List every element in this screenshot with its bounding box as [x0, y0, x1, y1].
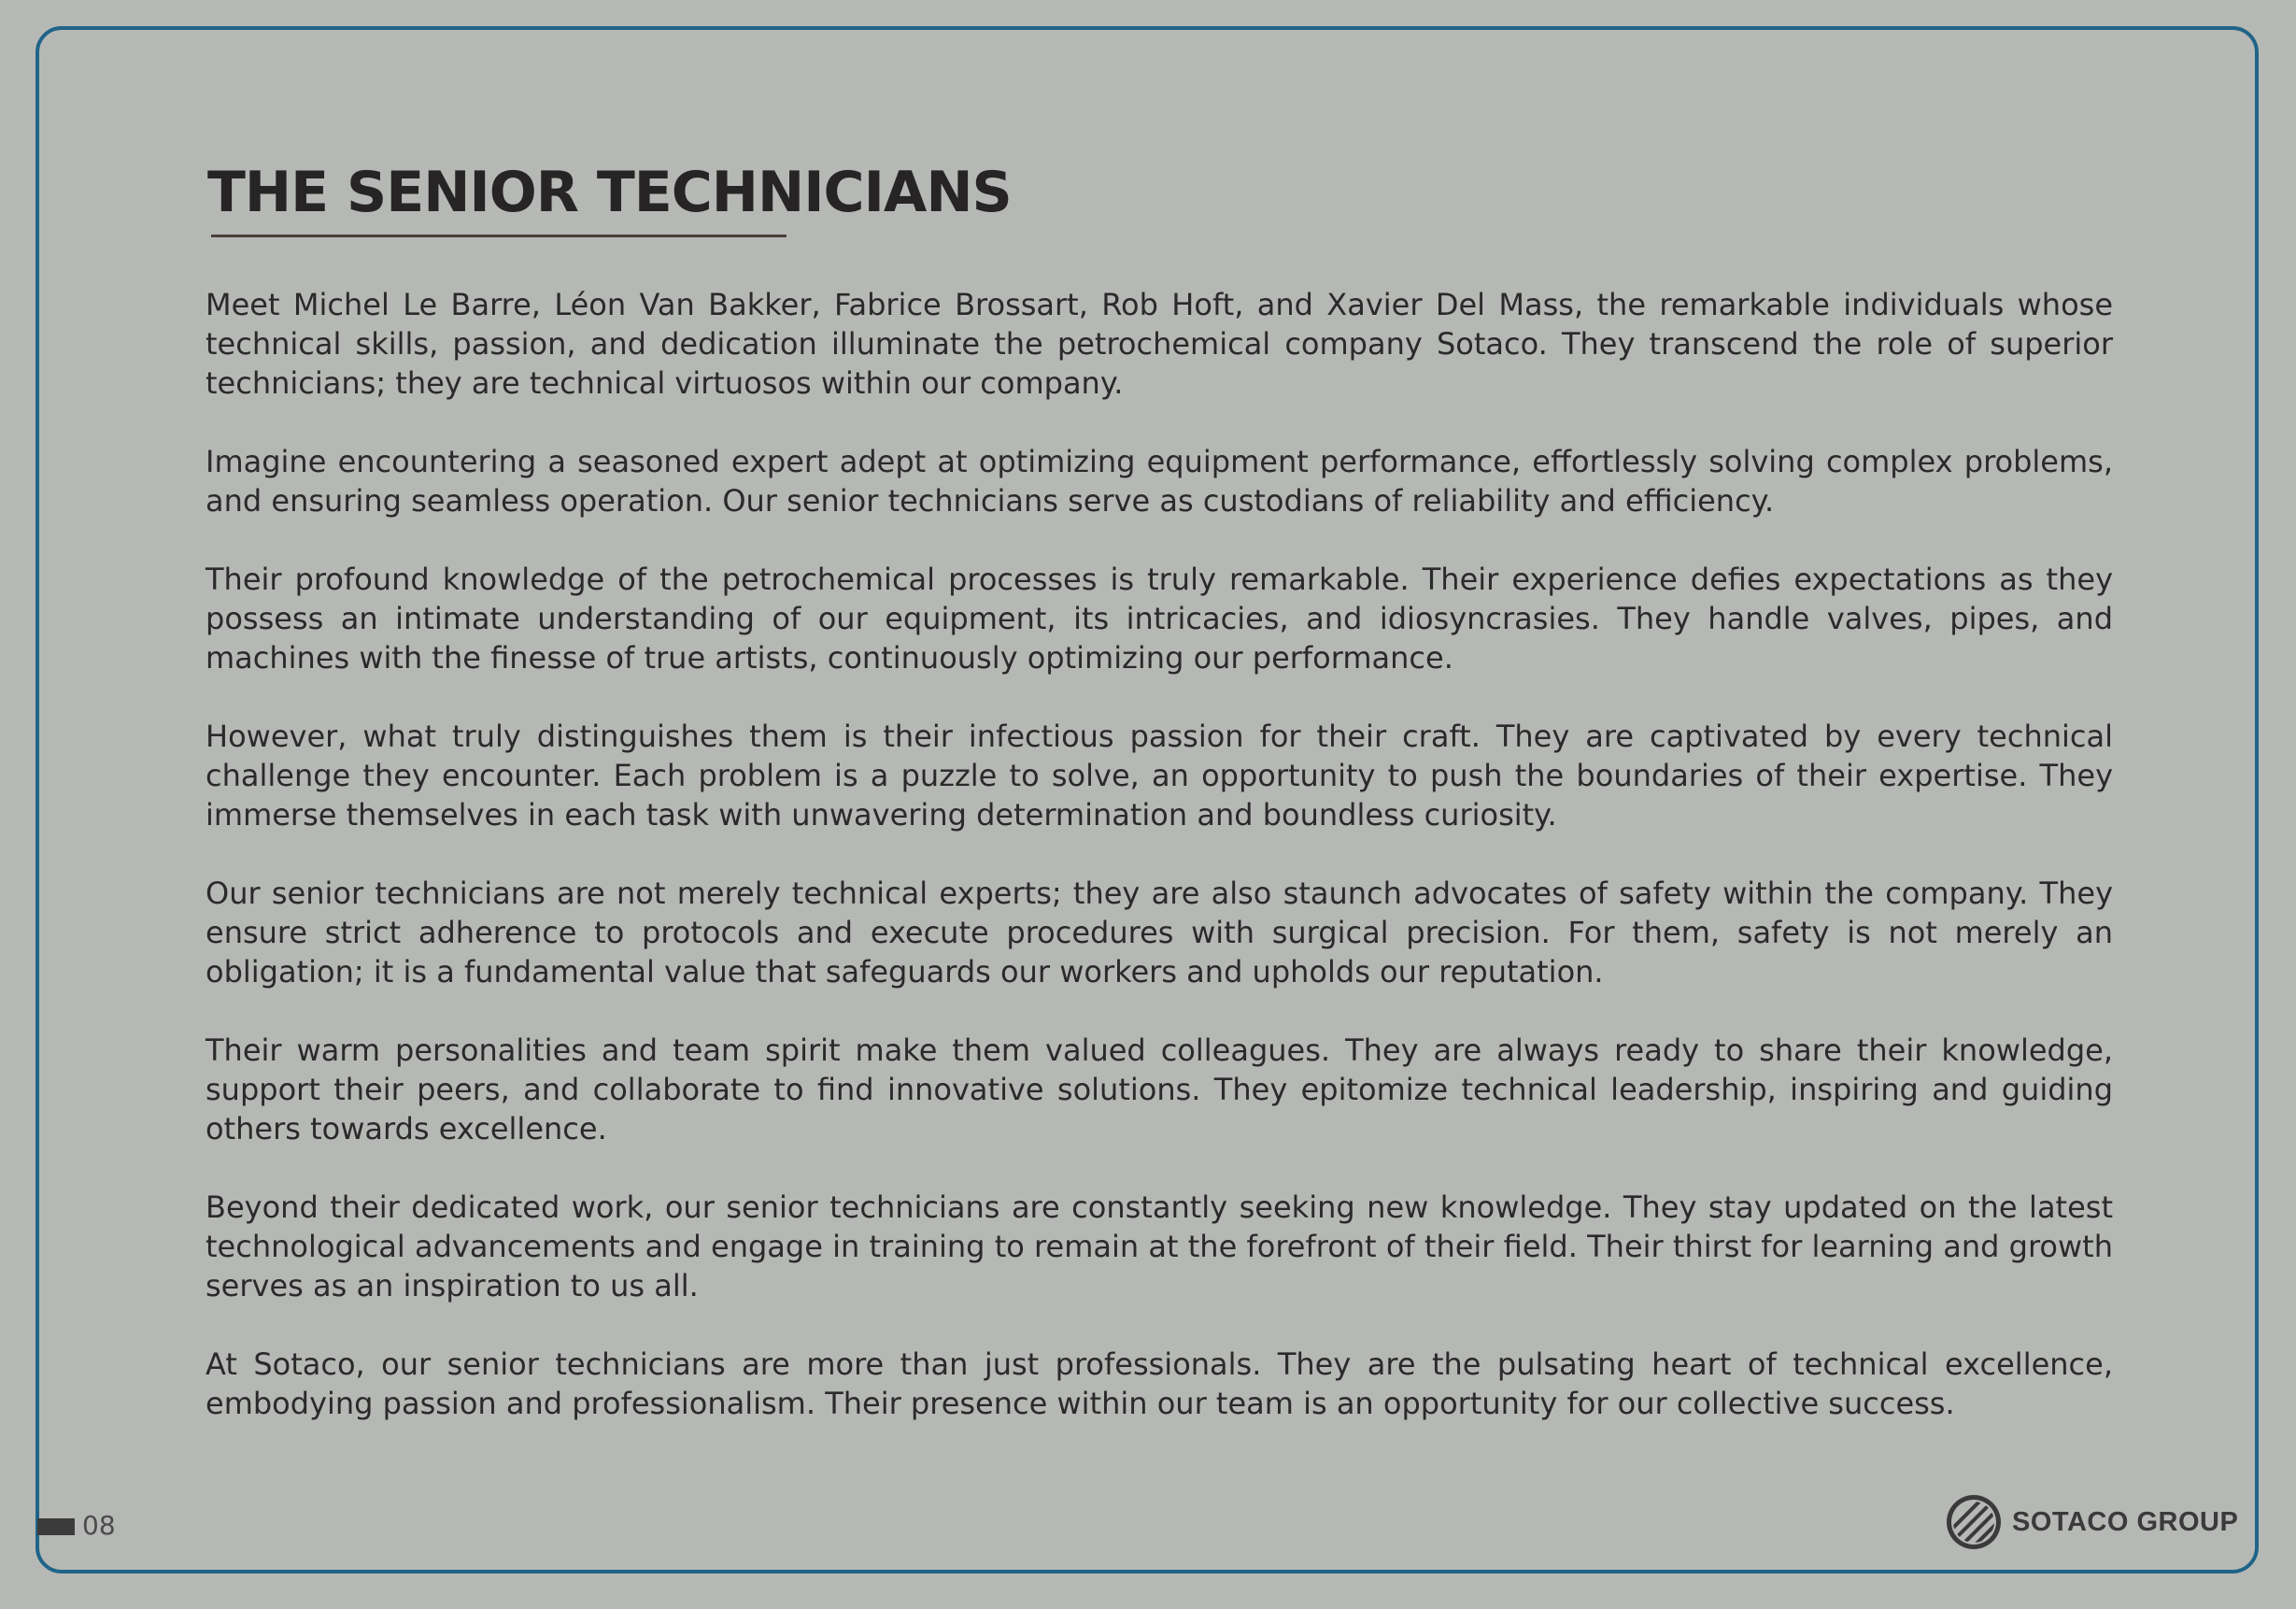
page-number: 08 — [82, 1510, 116, 1541]
paragraph-6: Their warm personalities and team spirit make them valued colleagues. They are always ready to share their knowledge, support their peers, and collaborate to find innovative solutions. They epitomize technical leadership, inspiring and guiding others towards excellence. — [206, 1032, 2113, 1146]
paragraph-7: Beyond their dedicated work, our senior technicians are constantly seeking new knowledge. They stay updated on the latest technological advancements and engage in training to remain at the forefront of their field. Their thirst for learning and growth serves as an inspiration to us all. — [206, 1189, 2113, 1303]
page-marker — [37, 1518, 75, 1535]
body-text — [206, 285, 2113, 1423]
paragraph-5: Our senior technicians are not merely technical experts; they are also staunch advocates of safety within the company. They ensure strict adherence to protocols and execute procedures with surgical precision. For them, safety is not merely an obligation; it is a fundamental value that safeguards our workers and upholds our reputation. — [206, 876, 2113, 990]
paragraph-3: Their profound knowledge of the petrochemical processes is truly remarkable. Their experience defies expectations as they possess an intimate understanding of our equipment, its intricacies, and idiosyncrasies. They handle valves, pipes, and machines with the finesse of true artists, continuously optimizing our performance. — [206, 562, 2113, 676]
paragraph-2: Imagine encountering a seasoned expert adept at optimizing equipment performance, effortlessly solving complex problems, and ensuring seamless operation. Our senior technicians serve as custodians of reliability and efficiency. — [206, 444, 2113, 519]
title-underline — [211, 235, 787, 237]
paragraph-1: Meet Michel Le Barre, Léon Van Bakker, Fabrice Brossart, Rob Hoft, and Xavier Del Mass, the remarkable individuals whose technical skills, passion, and dedication illuminate the petrochemical company Sotaco. They transcend the role of superior technicians; they are technical virtuosos within our company. — [206, 287, 2113, 401]
brand-name: SOTACO GROUP — [2012, 1506, 2239, 1537]
paragraph-8: At Sotaco, our senior technicians are more than just professionals. They are the pulsating heart of technical excellence, embodying passion and professionalism. Their presence within our team is an opportunity for our collective success. — [206, 1346, 2113, 1421]
brand-logo — [1945, 1492, 2238, 1552]
page-title: THE SENIOR TECHNICIANS — [207, 160, 1012, 225]
sotaco-globe-logo-icon — [1945, 1493, 2003, 1551]
paragraph-4: However, what truly distinguishes them is their infectious passion for their craft. They are captivated by every technical challenge they encounter. Each problem is a puzzle to solve, an opportunity to push the boundaries of their expertise. They immerse themselves in each task with unwavering determination and boundless curiosity. — [206, 719, 2113, 833]
